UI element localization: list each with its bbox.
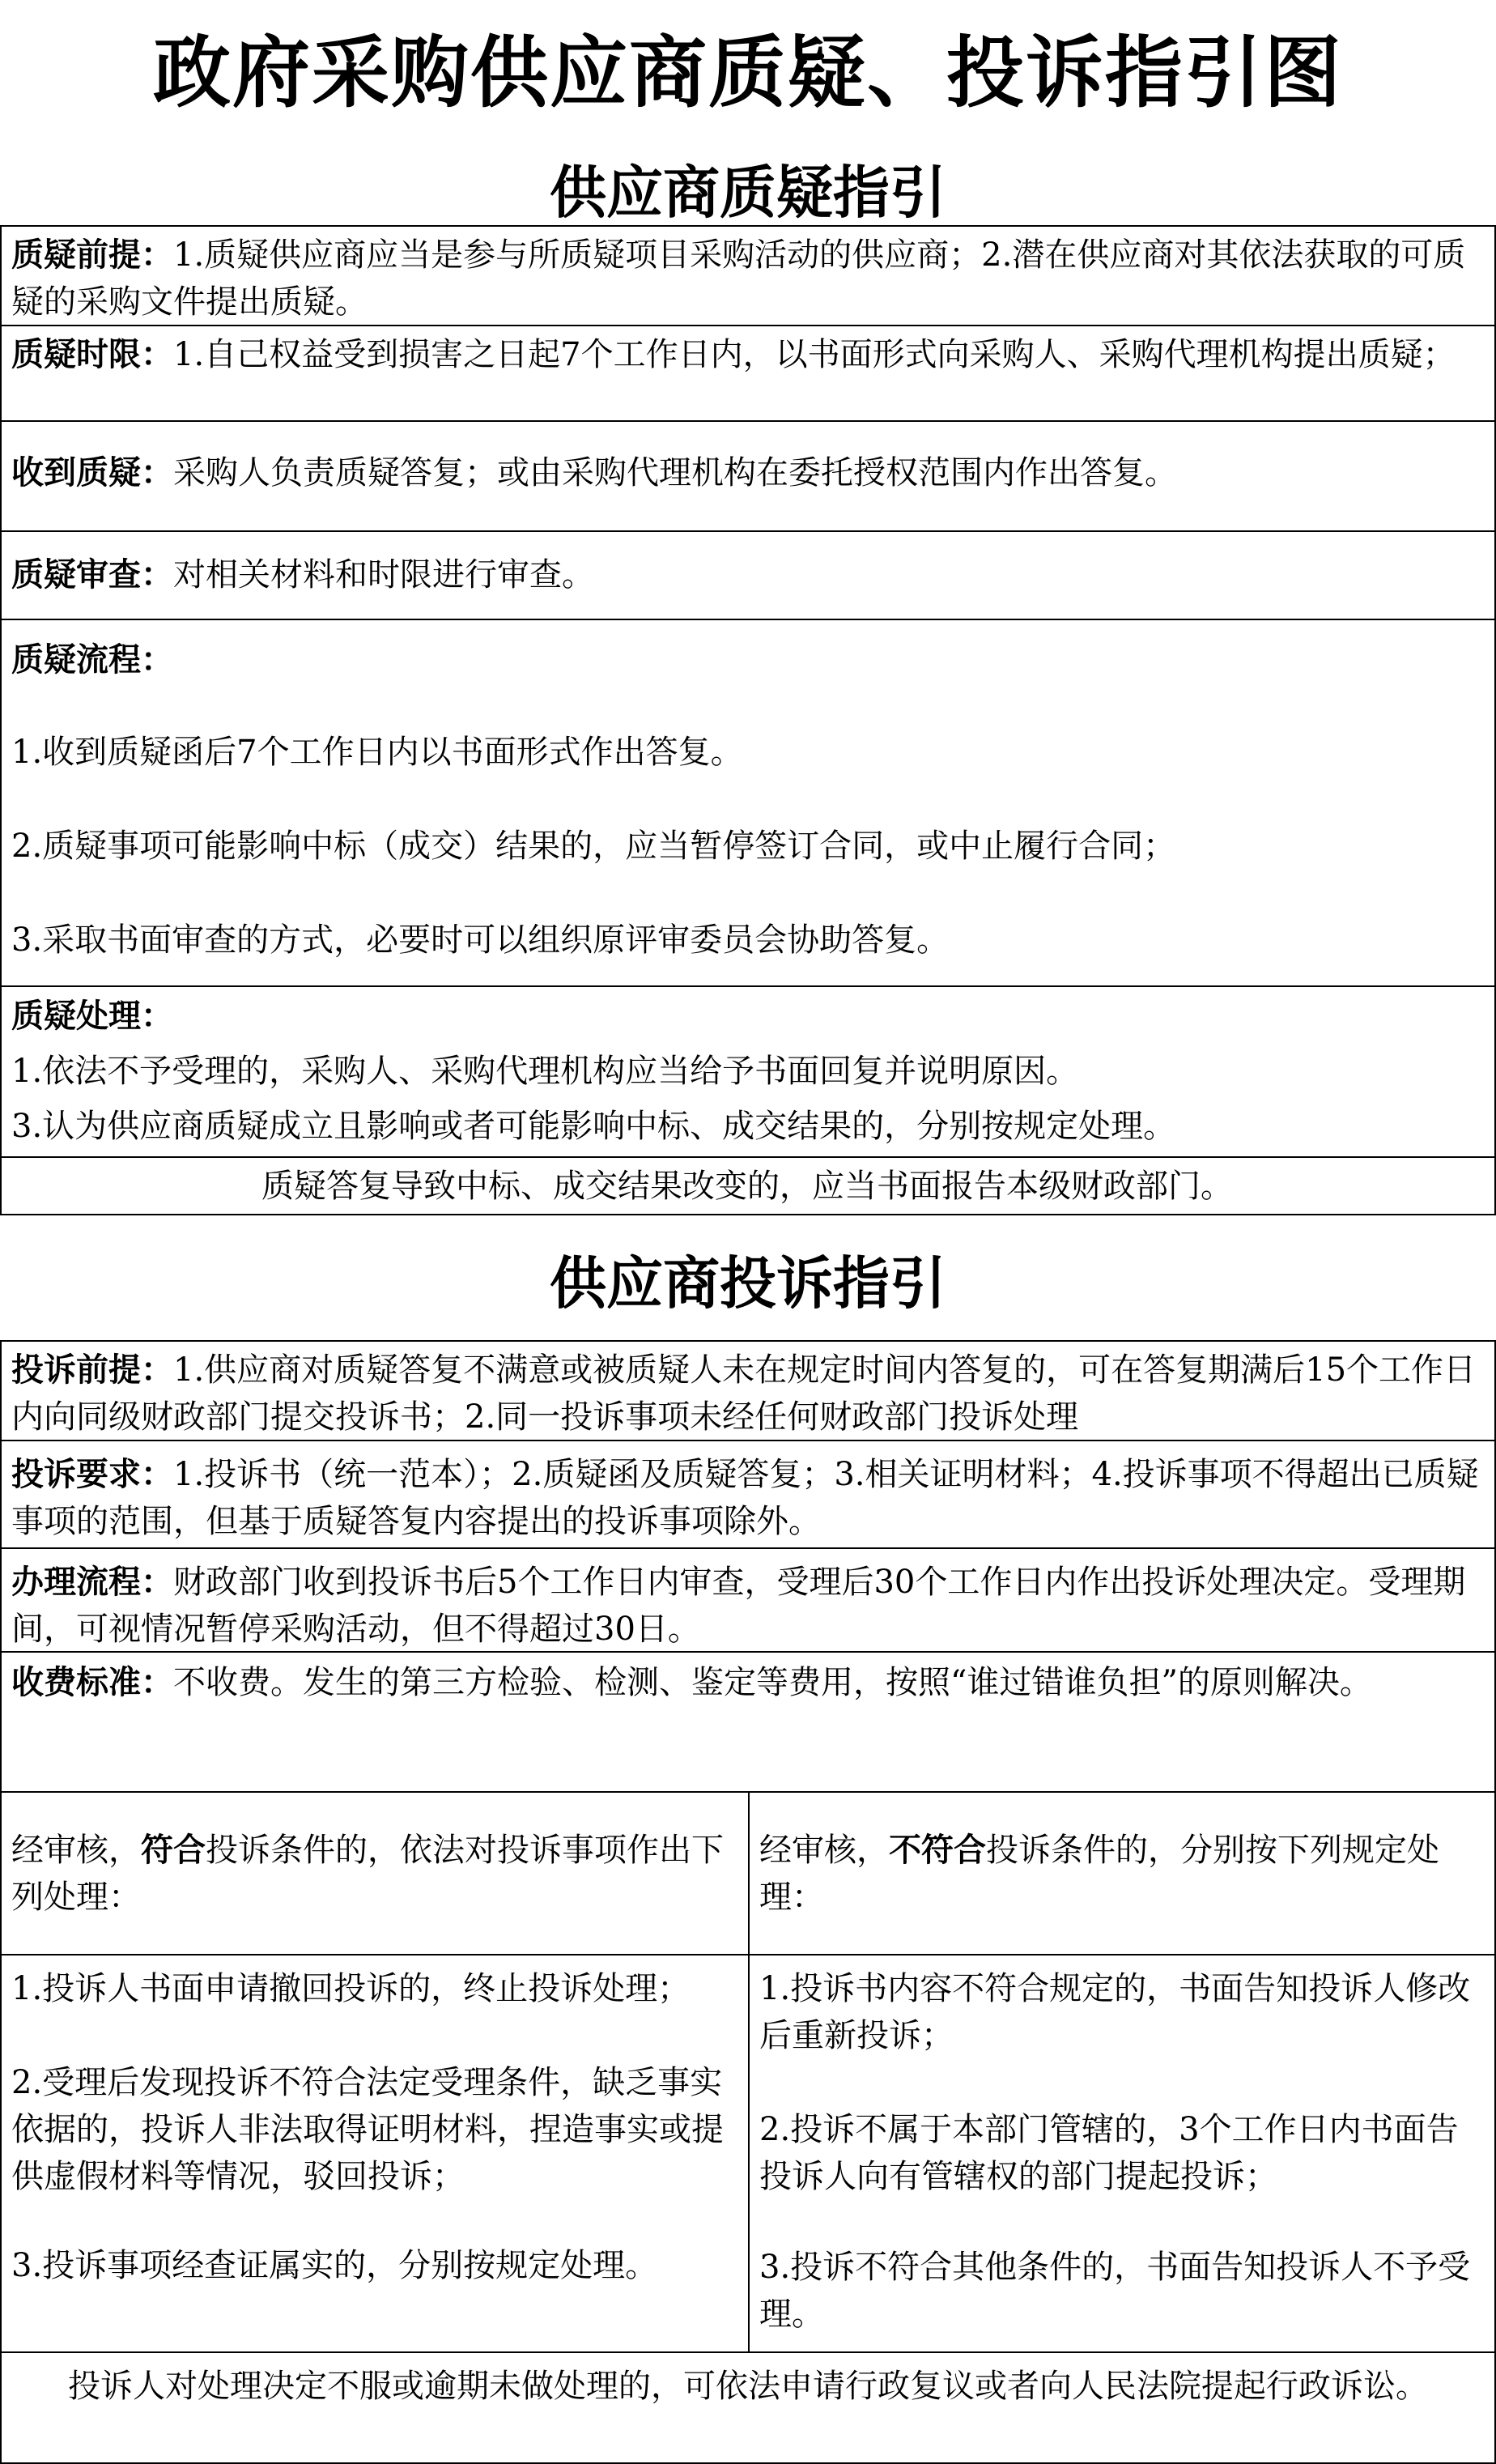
qualified-prefix: 经审核，: [11, 1832, 141, 1869]
qualified-suffix: 投诉条件的，依法对投诉事项作出下列处理：: [11, 1832, 724, 1916]
qualified-criteria-cell: [0, 1791, 750, 1955]
page-title: 政府采购供应商质疑、投诉指引图: [153, 28, 1343, 118]
challenge-process-row: [0, 619, 1496, 987]
challenge-premise-label: 质疑前提：: [11, 236, 173, 274]
qualified-keyword: 符合: [141, 1832, 206, 1869]
qualified-action-item: 3.投诉事项经查证属实的，分别按规定处理。: [11, 2247, 658, 2284]
challenge-deadline-row: [0, 325, 1496, 422]
challenge-premise-text: 1.质疑供应商应当是参与所质疑项目采购活动的供应商；2.潜在供应商对其依法获取的可质疑的采购文件提出质疑。: [11, 236, 1466, 321]
challenge-heading: 供应商质疑指引: [550, 160, 946, 226]
challenge-process-item: 3.采取书面审查的方式，必要时可以组织原评审委员会协助答复。: [11, 921, 950, 959]
unqualified-action-item: 2.投诉不属于本部门管辖的，3个工作日内书面告投诉人向有管辖权的部门提起投诉；: [759, 2111, 1459, 2195]
complaint-fees-label: 收费标准：: [11, 1664, 173, 1701]
challenge-review-label: 质疑审查：: [11, 556, 173, 594]
challenge-handling-item: 1.依法不予受理的，采购人、采购代理机构应当给予书面回复并说明原因。: [11, 1053, 1079, 1090]
complaint-premise-row: [0, 1340, 1496, 1441]
complaint-note-row: [0, 2351, 1496, 2464]
complaint-heading: 供应商投诉指引: [550, 1250, 946, 1317]
challenge-premise-row: [0, 225, 1496, 326]
challenge-deadline-label: 质疑时限：: [11, 336, 173, 373]
challenge-deadline-text: 1.自己权益受到损害之日起7个工作日内，以书面形式向采购人、采购代理机构提出质疑；: [173, 336, 1456, 373]
complaint-fees-row: [0, 1651, 1496, 1793]
challenge-review-row: [0, 530, 1496, 620]
challenge-receipt-row: [0, 420, 1496, 532]
complaint-procedure-text: 财政部门收到投诉书后5个工作日内审查，受理后30个工作日内作出投诉处理决定。受理期间，可视情况暂停采购活动，但不得超过30日。: [11, 1564, 1466, 1648]
unqualified-prefix: 经审核，: [759, 1832, 889, 1869]
unqualified-keyword: 不符合: [889, 1832, 986, 1869]
complaint-note: 投诉人对处理决定不服或逾期未做处理的，可依法申请行政复议或者向人民法院提起行政诉讼。: [68, 2368, 1428, 2405]
qualified-action-item: 1.投诉人书面申请撤回投诉的，终止投诉处理；: [11, 1970, 691, 2007]
complaint-premise-text: 1.供应商对质疑答复不满意或被质疑人未在规定时间内答复的，可在答复期满后15个工作日内向同级财政部门提交投诉书；2.同一投诉事项未经任何财政部门投诉处理: [11, 1351, 1477, 1436]
challenge-note: 质疑答复导致中标、成交结果改变的，应当书面报告本级财政部门。: [261, 1168, 1233, 1205]
challenge-handling-label: 质疑处理：: [11, 998, 173, 1035]
complaint-requirements-label: 投诉要求：: [11, 1456, 173, 1493]
complaint-premise-label: 投诉前提：: [11, 1351, 173, 1389]
complaint-procedure-row: [0, 1547, 1496, 1653]
challenge-process-item: 2.质疑事项可能影响中标（成交）结果的，应当暂停签订合同，或中止履行合同；: [11, 828, 1176, 865]
challenge-handling-row: [0, 985, 1496, 1158]
complaint-procedure-label: 办理流程：: [11, 1564, 173, 1601]
challenge-review-text: 对相关材料和时限进行审查。: [173, 556, 594, 594]
unqualified-action-item: 3.投诉不符合其他条件的，书面告知投诉人不予受理。: [759, 2249, 1471, 2333]
complaint-requirements-text: 1.投诉书（统一范本）；2.质疑函及质疑答复；3.相关证明材料；4.投诉事项不得超出已质疑事项的范围，但基于质疑答复内容提出的投诉事项除外。: [11, 1456, 1479, 1540]
challenge-process-label: 质疑流程：: [11, 641, 173, 679]
challenge-receipt-label: 收到质疑：: [11, 454, 173, 492]
challenge-handling-item: 3.认为供应商质疑成立且影响或者可能影响中标、成交结果的，分别按规定处理。: [11, 1108, 1176, 1145]
challenge-note-row: [0, 1156, 1496, 1215]
unqualified-actions-cell: [748, 1954, 1496, 2353]
unqualified-suffix: 投诉条件的，分别按下列规定处理：: [759, 1832, 1439, 1916]
qualified-action-item: 2.受理后发现投诉不符合法定受理条件，缺乏事实依据的，投诉人非法取得证明材料，捏造事实或提供虚假材料等情况，驳回投诉；: [11, 2064, 724, 2195]
unqualified-action-item: 1.投诉书内容不符合规定的，书面告知投诉人修改后重新投诉；: [759, 1970, 1471, 2054]
complaint-fees-text: 不收费。发生的第三方检验、检测、鉴定等费用，按照“谁过错谁负担”的原则解决。: [173, 1664, 1372, 1701]
qualified-actions-cell: [0, 1954, 750, 2353]
unqualified-criteria-cell: [748, 1791, 1496, 1955]
challenge-receipt-text: 采购人负责质疑答复；或由采购代理机构在委托授权范围内作出答复。: [173, 454, 1177, 492]
challenge-process-item: 1.收到质疑函后7个工作日内以书面形式作出答复。: [11, 734, 743, 771]
complaint-requirements-row: [0, 1440, 1496, 1549]
